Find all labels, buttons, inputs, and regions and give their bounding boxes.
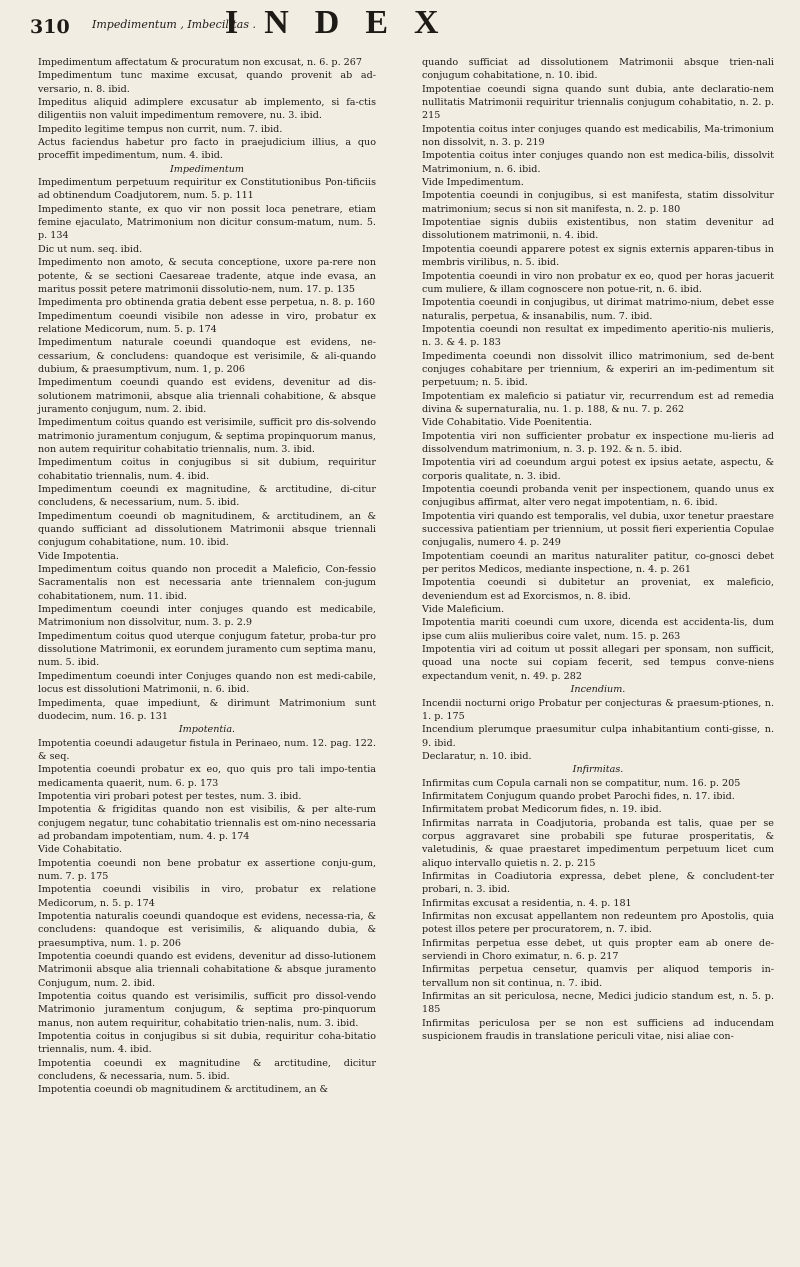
index-entry: Impotentia coitus inter conjuges quando est medicabilis, Ma-trimonium non dissolvit, n. 3. p. 219 xyxy=(422,123,774,149)
index-entry: Infirmitas cum Copula carnali non se compatitur, num. 16. p. 205 xyxy=(422,777,741,789)
index-entry: Infirmitas narrata in Coadjutoria, probanda est talis, quae per se corpus aggravaret sine probabili spe futurae prosperitatis, & valetudinis, & quae praestaret impedimentum perpetuum licet cum aliquo intervallo quietis n. 2. p. 215 xyxy=(422,817,774,869)
index-entry: Incendium plerumque praesumitur culpa inhabitantium conti-gisse, n. 9. ibid. xyxy=(422,724,774,749)
index-entry: Impedimentum coeundi quando est evidens, devenitur ad dis-solutionem matrimonii, absque alia triennali cohabitione, & absque juramento conjugum, num. 2. ibid. xyxy=(38,377,376,415)
index-entry: Vide Impedimentum. xyxy=(422,177,524,189)
index-entry: Declaratur, n. 10. ibid. xyxy=(422,750,532,762)
index-entry: Impedimento non amoto, & secuta conceptione, uxore pa-rere non potente, & se sectioni Caesareae tradente, atque inde evasa, an maritus possit petere matrimonii dissolutio-nem, num. 17. p. 135 xyxy=(38,257,376,295)
index-entry: Impedimentum coitus quod uterque conjugum fatetur, proba-tur pro dissolutione Matrimonii, ex eorundem juramento cum septima manu, num. 5. ibid. xyxy=(38,630,376,669)
index-entry: Impedimentum coitus in conjugibus si sit dubium, requiritur cohabitatio triennalis, num. 4. ibid. xyxy=(38,457,376,482)
index-entry: Infirmitas periculosa per se non est sufficiens ad inducendam suspicionem fraudis in translatione periculi vitae, nisi aliae con- xyxy=(422,1017,774,1043)
index-entry: Impedimentum coeundi inter Conjuges quando non est medi-cabile, locus est dissolutioni Matrimonii, n. 6. ibid. xyxy=(38,670,376,696)
index-entry: Vide Cohabitatio. xyxy=(38,844,123,856)
index-entry: Impotentia coeundi in viro non probatur ex eo, quod per horas jacuerit cum muliere, & illam cognoscere non potue-rit, n. 6. ibid. xyxy=(422,270,774,295)
page-title: INDEX xyxy=(225,4,465,41)
index-entry: Impedimento stante, ex quo vir non possit loca penetrare, etiam femine ejaculato, Matrimonium non dicitur consum-matum, num. 5. p. 134 xyxy=(38,203,376,242)
index-entry: Impedimentum coitus quando non procedit a Maleficio, Con-fessio Sacramentalis non est necessaria ante triennalem con-jugum cohabitationem, num. 11. ibid. xyxy=(38,564,376,602)
index-entry: Impotentia coeundi quando est evidens, devenitur ad disso-lutionem Matrimonii absque alia triennali cohabitatione & absque juramento Conjugum, num. 2. ibid. xyxy=(38,951,376,989)
index-entry: quando sufficiat ad dissolutionem Matrimonii absque trien-nali conjugum cohabitatione, n. 10. ibid. xyxy=(422,57,774,82)
index-entry: Impotentia coeundi si dubitetur an proveniat, ex maleficio, deveniendum est ad Exorcismos, n. 8. ibid. xyxy=(422,577,774,602)
index-entry: Impedimentum coitus quando est verisimile, sufficit pro dis-solvendo matrimonio juramentum conjugum, & septima propinquorum manus, non autem requiritur cohabitatio triennalis, num. 3. ibid. xyxy=(38,417,376,455)
index-entry: Infirmitas perpetua esse debet, ut quis propter eam ab onere de-serviendi in Choro eximatur, n. 6. p. 217 xyxy=(422,937,774,963)
index-entry: Impotentiae coeundi signa quando sunt dubia, ante declaratio-nem nullitatis Matrimonii requiritur triennalis conjugum cohabitatio, n. 2. p. 215 xyxy=(422,83,774,122)
index-entry: Infirmitas non excusat appellantem non redeuntem pro Apostolis, quia potest illos petere per procuratorem, n. 7. ibid. xyxy=(422,911,774,936)
index-entry: Impotentia coeundi probanda venit per inspectionem, quando unus ex conjugibus affirmat, alter vero negat impotentiam, n. 6. ibid. xyxy=(422,484,774,509)
section-heading: Incendium. xyxy=(570,684,626,696)
section-heading: Impotentia. xyxy=(178,724,236,736)
index-entry: Impotentia coeundi apparere potest ex signis externis apparen-tibus in membris virilibus, n. 5. ibid. xyxy=(422,243,774,269)
index-entry: Impedimentum perpetuum requiritur ex Constitutionibus Pon-tificiis ad obtinendum Coadjutorem, num. 5. p. 111 xyxy=(38,177,376,202)
index-entry: Vide Impotentia. xyxy=(38,550,119,562)
index-entry: Impotentia coeundi probatur ex eo, quo quis pro tali impo-tentia medicamenta quaerit, num. 6. p. 173 xyxy=(38,764,376,789)
index-entry: Vide Maleficium. xyxy=(422,604,505,616)
index-entry: Impotentia viri ad coitum ut possit allegari per sponsam, non sufficit, quoad una nocte sui copiam fecerit, sed tempus conve-niens expectandum venit, n. 49. p. 282 xyxy=(422,644,774,682)
index-entry: Actus faciendus habetur pro facto in praejudicium illius, a quo proceffit impedimentum, num. 4. ibid. xyxy=(38,137,376,162)
index-entry: Impedimenta coeundi non dissolvit illico matrimonium, sed de-bent conjuges cohabitare per triennium, & experiri an im-pedimentum sit perpetuum; n. 5. ibid. xyxy=(422,350,774,389)
index-entry: Infirmitas perpetua censetur, quamvis per aliquod temporis in-tervallum non sit continua, n. 7. ibid. xyxy=(422,964,774,989)
index-entry: Infirmitas an sit periculosa, necne, Medici judicio standum est, n. 5. p. 185 xyxy=(422,991,774,1016)
index-entry: Impedimenta, quae impediunt, & dirimunt Matrimonium sunt duodecim, num. 16. p. 131 xyxy=(38,697,376,722)
index-entry: Impotentia viri non sufficienter probatur ex inspectione mu-lieris ad dissolvendum matrimonium, n. 3. p. 192. & n. 5. ibid. xyxy=(422,430,774,455)
index-entry: Impotentiam coeundi an maritus naturaliter patitur, co-gnosci debet per peritos Medicos, mediante inspectione, n. 4. p. 261 xyxy=(422,550,774,576)
index-entry: Impotentia coitus in conjugibus si sit dubia, requiritur coha-bitatio triennalis, num. 4. ibid. xyxy=(38,1031,376,1056)
index-entry: Impedimentum affectatum & procuratum non excusat, n. 6. p. 267 xyxy=(38,57,362,68)
page-number: 310 xyxy=(30,16,70,38)
index-entry: Impedimentum tunc maxime excusat, quando provenit ab ad-versario, n. 8. ibid. xyxy=(38,70,376,95)
index-entry: Impotentia viri quando est temporalis, vel dubia, uxor tenetur praestare successiva patientiam per triennium, ut possit fieri experientia Copulae conjugalis, numero 4. p. 249 xyxy=(422,510,774,549)
left-column xyxy=(38,56,376,1097)
index-entry: Impeditus aliquid adimplere excusatur ab implemento, si fa-ctis diligentiis non valuit impedimentum removere, nu. 3. ibid. xyxy=(38,97,376,122)
index-entry: Vide Cohabitatio. Vide Poenitentia. xyxy=(422,417,592,429)
index-entry: Impotentia coeundi visibilis in viro, probatur ex relatione Medicorum, n. 5. p. 174 xyxy=(38,884,376,909)
index-entry: Impotentia coeundi in conjugibus, si est manifesta, statim dissolvitur matrimonium; secus si non sit manifesta, n. 2. p. 180 xyxy=(422,190,774,215)
index-entry: Dic ut num. seq. ibid. xyxy=(38,243,143,255)
index-entry: Impotentia coeundi in conjugibus, ut dirimat matrimo-nium, debet esse naturalis, perpetua, & insanabilis, num. 7. ibid. xyxy=(422,297,774,322)
index-entry: Impedimentum coeundi ex magnitudine, & arctitudine, di-citur concludens, & necessarium, num. 5. ibid. xyxy=(38,484,376,509)
index-entry: Impedimenta pro obtinenda gratia debent esse perpetua, n. 8. p. 160 xyxy=(38,297,376,309)
index-entry: Infirmitas excusat a residentia, n. 4. p. 181 xyxy=(422,897,632,909)
index-entry: Impedimentum coeundi ob magnitudinem, & arctitudinem, an & quando sufficiant ad dissolutionem Matrimonii absque triennali conjugum cohabitatione, num. 10. ibid. xyxy=(38,510,376,549)
index-entry: Infirmitatem Conjugum quando probet Parochi fides, n. 17. ibid. xyxy=(422,790,735,802)
index-entry: Impotentia coeundi adaugetur fistula in Perinaeo, num. 12. pag. 122. & seq. xyxy=(38,737,376,762)
index-entry: Impotentia naturalis coeundi quandoque est evidens, necessa-ria, & concludens: quandoque est verisimilis, & aliquando dubia, & praesumptiva, num. 1. p. 206 xyxy=(38,911,376,949)
page-header xyxy=(30,4,770,48)
section-heading: Infirmitas. xyxy=(572,764,624,776)
index-entry: Impotentia coeundi non resultat ex impedimento aperitio-nis mulieris, n. 3. & 4. p. 183 xyxy=(422,323,774,349)
index-entry: Impedimentum coeundi visibile non adesse in viro, probatur ex relatione Medicorum, num. 5. p. 174 xyxy=(38,310,376,335)
index-entry: Impotentia viri probari potest per testes, num. 3. ibid. xyxy=(38,790,302,802)
index-entry: Impotentiae signis dubiis existentibus, non statim devenitur ad dissolutionem matrimonii, n. 4. ibid. xyxy=(422,217,774,242)
index-entry: Impedito legitime tempus non currit, num. 7. ibid. xyxy=(38,123,283,135)
index-entry: Impotentia coeundi ob magnitudinem & arctitudinem, an & xyxy=(38,1084,329,1096)
index-entry: Impedimentum coeundi inter conjuges quando est medicabile, Matrimonium non dissolvitur, num. 3. p. 2.9 xyxy=(38,604,376,629)
index-entry: Impotentia viri ad coeundum argui potest ex ipsius aetate, aspectu, & corporis qualitate, n. 3. ibid. xyxy=(422,457,774,482)
index-entry: Incendii nocturni origo Probatur per conjecturas & praesum-ptiones, n. 1. p. 175 xyxy=(422,697,774,722)
index-entry: Impotentia mariti coeundi cum uxore, dicenda est accidenta-lis, dum ipse cum aliis mulieribus coire valet, num. 15. p. 263 xyxy=(422,617,774,642)
index-entry: Impotentia coitus quando est verisimilis, sufficit pro dissol-vendo Matrimonio juramentum conjugum, & septima pro-pinquorum manus, non autem requiritur, cohabitatio trien-nalis, num. 3. ibid. xyxy=(38,991,376,1029)
index-entry: Impotentia coitus inter conjuges quando non est medica-bilis, dissolvit Matrimonium, n. 6. ibid. xyxy=(422,150,774,175)
index-entry: Infirmitas in Coadiutoria expressa, debet plene, & concludent-ter probari, n. 3. ibid. xyxy=(422,870,774,896)
running-title: Impedimentum , Imbecilitas . xyxy=(92,18,256,31)
index-entry: Impedimentum naturale coeundi quandoque est evidens, ne-cessarium, & concludens: quandoque est verisimile, & ali-quando dubium, & praesumptivum, num. 1, p. 206 xyxy=(38,337,376,375)
index-entry: Infirmitatem probat Medicorum fides, n. 19. ibid. xyxy=(422,804,662,816)
right-column xyxy=(422,56,774,1043)
index-entry: Impotentia coeundi non bene probatur ex assertione conju-gum, num. 7. p. 175 xyxy=(38,857,376,882)
index-entry: Impotentiam ex maleficio si patiatur vir, recurrendum est ad remedia divina & supernaturalia, nu. 1. p. 188, & nu. 7. p. 262 xyxy=(422,390,774,415)
index-entry: Impotentia & frigiditas quando non est visibilis, & per alte-rum conjugem negatur, tunc cohabitatio triennalis est om-nino necessaria ad probandam impotentiam, num. 4. p. 174 xyxy=(38,804,376,842)
section-heading: Impedimentum xyxy=(169,163,244,175)
index-entry: Impotentia coeundi ex magnitudine & arctitudine, dicitur concludens, & necessaria, num. 5. ibid. xyxy=(38,1057,376,1083)
